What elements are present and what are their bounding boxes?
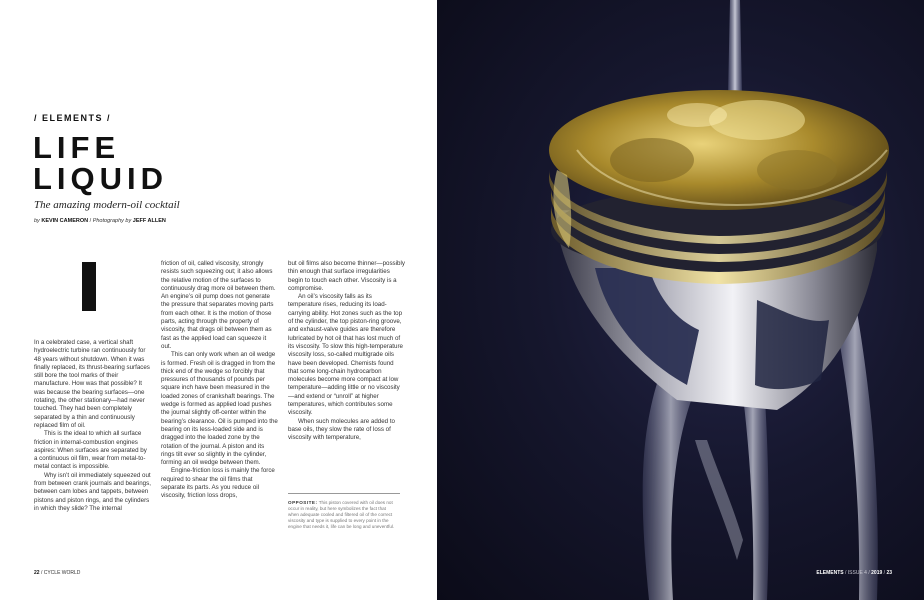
photo-caption xyxy=(288,500,398,530)
folio-left xyxy=(34,570,80,576)
byline-separator: / xyxy=(89,218,92,224)
article-column-2 xyxy=(161,260,278,501)
folio-left-separator: / xyxy=(40,570,43,576)
headline xyxy=(33,132,168,194)
paragraph: This can only work when an oil wedge is formed. Fresh oil is dragged in from the thick end of the wedge so forcibly that pressures of thousands of pounds per square inch have been measured in the loaded zones of crankshaft bearings. The wedge is formed as applied load pushes the journal slightly off-center within the bearing’s clearance. Oil is pumped into the bearing on its less-loaded side and is dragged into the loaded zone by the rotation of the journal. A piston and its rings tilt ever so slightly in the cylinder, forming an oil wedge between them. xyxy=(161,351,278,467)
paragraph: An oil’s viscosity falls as its temperature rises, reducing its load-carrying ability. Hot zones such as the top of the cylinder, the top piston-ring groove, and exhaust-valve guides are therefore lubricated by hot oil that has lost much of its viscosity. To slow this high-temperature viscosity loss, so-called multigrade oils have been developed. Chemists found that some long-chain hydrocarbon molecules become more compact at low temperature—adding little or no viscosity—and extend or “unroll” at higher temperatures, which contributes some viscosity. xyxy=(288,293,403,417)
folio-right-issue: ISSUE 4 xyxy=(847,570,867,576)
folio-right-page-number: 23 xyxy=(886,570,892,576)
folio-right-separator: / xyxy=(868,570,870,576)
paragraph: friction of oil, called viscosity, strongly resists such squeezing out; it also allows the relative motion of the surfaces to continuously drag more oil between them. An engine’s oil pump does not generate the pressure that separates moving parts from each other. It is the motion of those parts, acting through the property of viscosity, that drags oil between them as fast as the applied load can squeeze it out. xyxy=(161,260,276,350)
subhead: The amazing modern-oil cocktail xyxy=(34,199,180,211)
folio-right-separator: / xyxy=(883,570,886,576)
folio-right xyxy=(816,570,892,576)
caption-label: OPPOSITE: xyxy=(288,500,318,505)
headline-line-1: LIFE xyxy=(33,130,121,165)
folio-right-year: 2019 xyxy=(871,570,883,576)
paragraph: This is the ideal to which all surface friction in internal-combustion engines aspires: When surfaces are separated by a continuous oil film, wear from metal-to-metal contact is impossible. xyxy=(34,430,147,471)
paragraph: When such molecules are added to base oils, they slow the rate of loss of viscosity with temperature, xyxy=(288,417,395,442)
paragraph: Why isn’t oil immediately squeezed out from between crank journals and bearings, between cam lobes and tappets, between pistons and piston rings, and the cylinders in which they slide? The internal xyxy=(34,471,151,512)
right-page-photo xyxy=(437,0,924,600)
caption-divider xyxy=(288,493,400,494)
paragraph: but oil films also become thinner—possibly thin enough that surface irregularities begin to touch each other. Viscosity is a compromise. xyxy=(288,260,405,292)
headline-line-2: LIQUID xyxy=(33,161,169,196)
article-column-3 xyxy=(288,260,405,443)
oil-covered-piston-photo xyxy=(437,0,924,600)
article-column-1 xyxy=(34,339,151,513)
paragraph: Engine-friction loss is mainly the force required to shear the oil films that separate its parts. As you reduce oil viscosity, friction loss drops, xyxy=(161,467,275,500)
byline xyxy=(34,218,166,224)
folio-left-page-number: 22 xyxy=(34,570,40,576)
byline-by-prefix: by xyxy=(34,218,40,224)
paragraph: In a celebrated case, a vertical shaft hydroelectric turbine ran continuously for 48 years without shutdown. When it was finally replaced, its thrust-bearing surfaces still bore the tool marks of their manufacture. How was that possible? It was because the bearing surfaces—one rotating, the other stationary—had never touched. They had been completely separated by a thin and continuously replaced film of oil. xyxy=(34,339,150,429)
byline-photographer: JEFF ALLEN xyxy=(132,218,166,224)
left-page xyxy=(0,0,437,600)
byline-author: KEVIN CAMERON xyxy=(41,218,89,224)
caption-text: This piston covered with oil does not occur in reality, but here symbolizes the fact that when adequate cooled and filtered oil of the correct viscosity and type is supplied to every point in the engine that needs it, life can be long and uneventful. xyxy=(288,500,395,529)
section-tag: / ELEMENTS / xyxy=(34,113,112,123)
byline-photo-prefix: Photography by xyxy=(92,218,132,224)
folio-right-section: ELEMENTS xyxy=(816,570,844,576)
drop-cap xyxy=(82,262,96,311)
folio-right-separator: / xyxy=(845,570,847,576)
folio-left-magazine: CYCLE WORLD xyxy=(43,570,81,576)
